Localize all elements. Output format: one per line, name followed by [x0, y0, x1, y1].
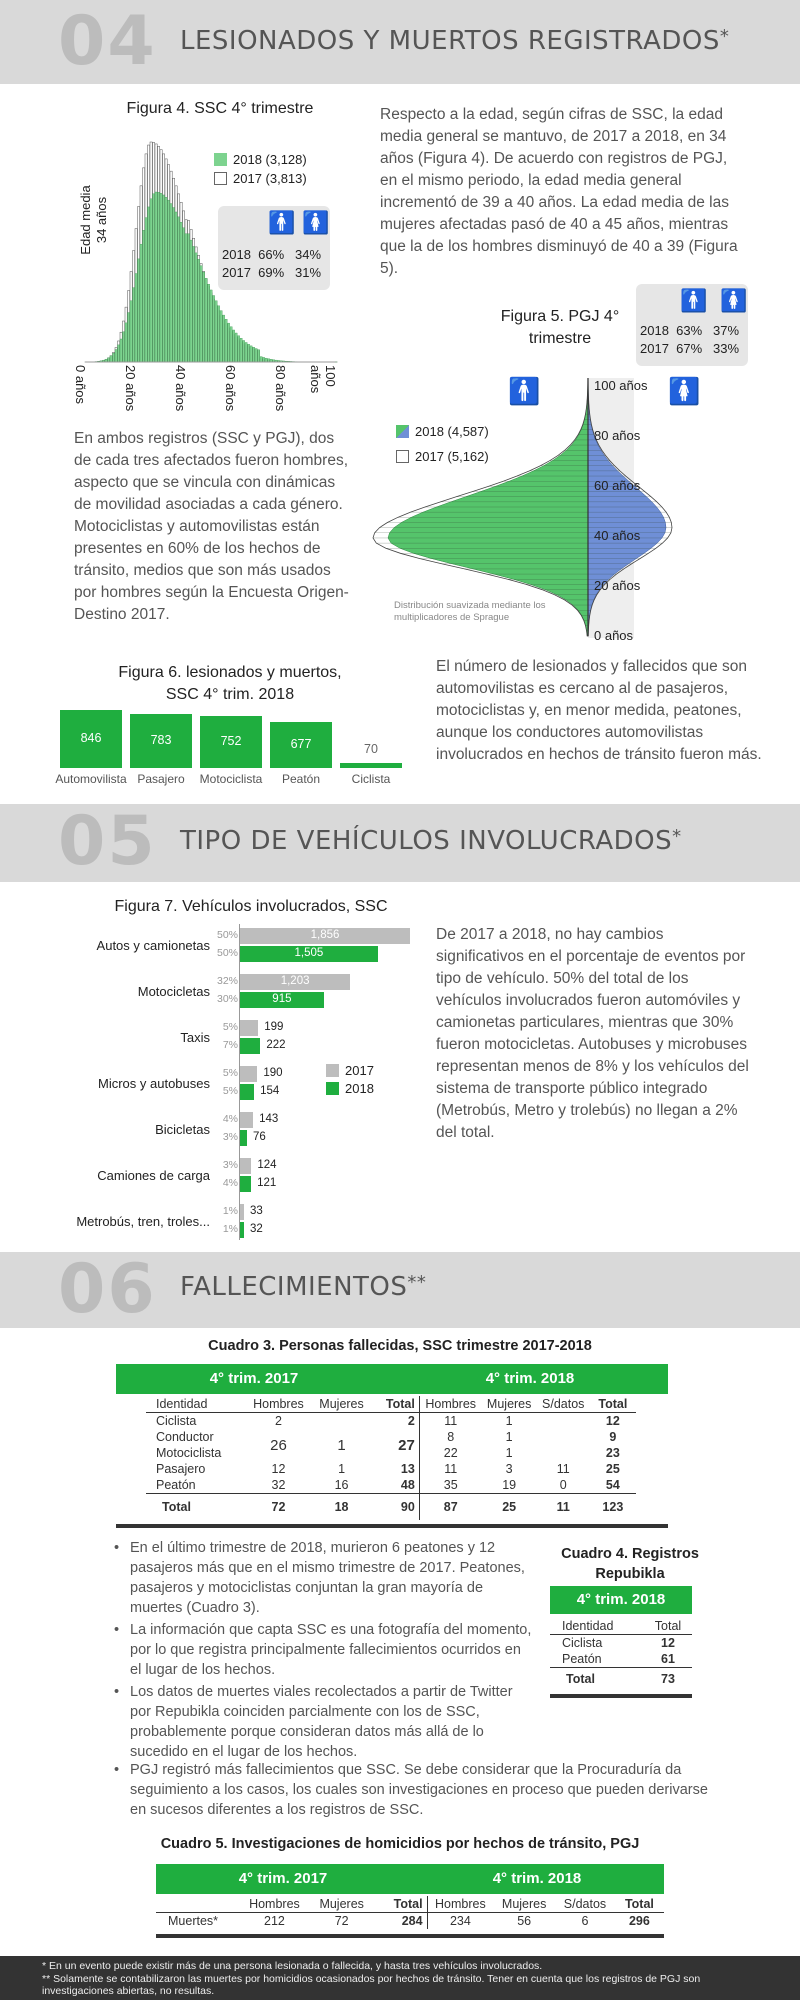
- section-number: 04: [58, 2, 157, 81]
- fig6-category-label: Automovilista: [55, 772, 127, 786]
- fig4-gender-box: 🚹 🚺 2018 66% 34% 2017 69% 31%: [218, 206, 330, 290]
- fig4-bar-2018: [185, 234, 187, 362]
- fig7-pct-label: 3%: [222, 1131, 238, 1143]
- fig7-pct-label: 50%: [216, 929, 238, 941]
- fig4-title: Figura 4. SSC 4° trimestre: [126, 100, 314, 117]
- fig4-bar-2018: [138, 259, 140, 362]
- section-title: TIPO DE VEHÍCULOS INVOLUCRADOS*: [180, 826, 682, 856]
- fig6-value-label: 846: [80, 731, 102, 745]
- fig7-pct-label: 5%: [222, 1067, 238, 1079]
- fig4-bar-2018: [193, 246, 195, 362]
- fig4-bar-2018: [115, 350, 117, 362]
- fig4-ylabel: Edad media 34 años: [78, 185, 109, 255]
- male-icon: 🚹: [508, 376, 541, 406]
- fig4-bar-2018: [218, 306, 220, 362]
- table-header-row: Identidad Total: [550, 1618, 692, 1635]
- male-icon: 🚹: [680, 288, 708, 313]
- fig4-bar-2018: [118, 345, 120, 362]
- fig7-bar: [240, 1084, 254, 1100]
- fig4-bar-2018: [200, 266, 202, 362]
- table-row: Peatón 32 16 48 35 19 0 54: [146, 1477, 636, 1494]
- fig7-axis: [239, 924, 240, 1240]
- cuadro5-header: 4° trim. 2017 4° trim. 2018: [156, 1864, 664, 1894]
- list-item: • La información que capta SSC es una fotografía del momento, por lo que registra principalmente fallecimientos ocurridos en el lugar de los hechos.: [112, 1620, 532, 1680]
- fig4-bar-2018: [145, 218, 147, 362]
- fig7-bar: [240, 1112, 253, 1128]
- fig5-yticks: 100 años 80 años 60 años 40 años 20 años 0 años: [594, 378, 648, 643]
- cuadro4-header: 4° trim. 2018: [550, 1586, 692, 1614]
- fig4-bar-2018: [165, 197, 167, 362]
- fig7-legend: 2017 2018: [326, 1062, 374, 1098]
- fallecimientos-bullets-2: [112, 1760, 712, 1822]
- fig7-pct-label: 3%: [222, 1159, 238, 1171]
- fig4-bar-2018: [243, 340, 245, 362]
- fig4-bar-2018: [260, 357, 262, 362]
- table-row: Peatón 61: [550, 1651, 692, 1668]
- cuadro5-bottom-rule: [156, 1934, 664, 1938]
- fig4-bar-2018: [180, 222, 182, 362]
- fig7-bar: [240, 1204, 244, 1220]
- fig4-bar-2018: [233, 330, 235, 362]
- fig5-title: Figura 5. PGJ 4° trimestre: [500, 308, 620, 347]
- list-item: • Los datos de muertes viales recolectados a partir de Twitter por Repubikla coinciden parcialmente con los de SSC, probablemente porque consideran datos más allá de lo sucedido en el lugar de los hechos.: [112, 1682, 532, 1762]
- fig7-pct-label: 32%: [216, 975, 238, 987]
- section-title: FALLECIMIENTOS**: [180, 1272, 427, 1302]
- fig7-value-label: 1,856: [310, 929, 340, 941]
- fig4-bar-2018: [235, 333, 237, 362]
- fig4-bar-2018: [253, 347, 255, 362]
- fig7-bar: [240, 1158, 251, 1174]
- section-05-header: [0, 804, 800, 882]
- fig5-legend: 2018 (4,587) 2017 (5,162): [396, 424, 489, 464]
- fig4-bar-2018: [148, 207, 150, 362]
- fig4-bar-2018: [213, 296, 215, 362]
- fig6-category-label: Pasajero: [137, 772, 185, 786]
- fig7-value-label: 143: [259, 1113, 279, 1125]
- fig6-category-label: Peatón: [281, 772, 321, 786]
- cuadro3-header: 4° trim. 2017 4° trim. 2018: [116, 1364, 668, 1394]
- fig7-bar: [240, 1038, 260, 1054]
- fig4-bar-2018: [155, 192, 157, 362]
- fig4-bar-2018: [153, 194, 155, 362]
- fig7-bar: [240, 1020, 258, 1036]
- fig7-category-label: Micros y autobuses: [98, 1076, 210, 1091]
- paragraph-automovilistas: El número de lesionados y fallecidos que son automovilistas es cercano al de pasajeros, motociclistas y, en menor medida, peatones, aunque los conductores automovilistas involucrados en hechos de tránsito fueron más.: [436, 658, 762, 763]
- list-item: • En el último trimestre de 2018, murieron 6 peatones y 12 pasajeros más que en el mismo trimestre de 2017. Peatones, pasajeros y motociclistas conjuntan la gran mayoría de muertes (Cuadro 3).: [112, 1538, 532, 1618]
- cuadro4-bottom-rule: [550, 1694, 692, 1698]
- fig6-category-label: Motociclista: [199, 772, 263, 786]
- fig4-bar-2018: [248, 344, 250, 362]
- fig7-bar: [240, 1130, 247, 1146]
- cuadro5-table: [156, 1896, 664, 1929]
- fig7-bar: [240, 1066, 257, 1082]
- fig4-bar-2018: [263, 357, 265, 362]
- fig7-value-label: 199: [264, 1021, 284, 1033]
- section-04-header: [0, 0, 800, 84]
- cuadro4-table: [550, 1618, 692, 1690]
- fig7-value-label: 76: [252, 1131, 266, 1143]
- female-icon: 🚺: [720, 288, 748, 313]
- fig6-bar-chart: [55, 706, 420, 792]
- cuadro5-title: Cuadro 5. Investigaciones de homicidios por hechos de tránsito, PGJ: [160, 1836, 640, 1852]
- fig7-pct-label: 7%: [222, 1039, 238, 1051]
- female-icon: 🚺: [668, 376, 701, 406]
- fig4-bar-2018: [203, 272, 205, 362]
- section-title: LESIONADOS Y MUERTOS REGISTRADOS*: [180, 26, 730, 56]
- fig7-value-label: 124: [257, 1159, 277, 1171]
- male-icon: 🚹: [268, 210, 296, 235]
- fig4-xticks: 0 años 20 años 40 años 60 años 80 años 100 años: [73, 365, 338, 412]
- fig7-pct-label: 30%: [216, 993, 238, 1005]
- table-header-row: Identidad Hombres Mujeres Total Hombres Mujeres S/datos Total: [146, 1396, 636, 1413]
- fig4-bar-2018: [265, 358, 267, 362]
- fig4-bar-2018: [215, 301, 217, 362]
- fig4-bar-2018: [188, 234, 190, 362]
- fig4-bar-2018: [123, 332, 125, 362]
- fig7-pct-label: 5%: [222, 1021, 238, 1033]
- fig6-value-label: 783: [150, 733, 172, 748]
- fig7-value-label: 222: [266, 1039, 286, 1051]
- fig4-bar-2018: [158, 192, 160, 362]
- fig6-bar: [340, 763, 402, 768]
- fig6-value-label: 70: [364, 742, 378, 756]
- fig4-bar-2018: [223, 315, 225, 362]
- fig4-bar-2018: [255, 349, 257, 362]
- fig4-bar-2018: [140, 244, 142, 362]
- fig7-value-label: 33: [250, 1205, 263, 1217]
- fig4-bar-2018: [163, 195, 165, 362]
- section-06-header: [0, 1252, 800, 1328]
- list-item: • PGJ registró más fallecimientos que SSC. Se debe considerar que la Procuraduría da seguimiento a los casos, los cuales son investigaciones en proceso que pueden derivarse en sucesos diferentes a los registros de SSC.: [112, 1760, 712, 1820]
- fig4-bar-2018: [245, 342, 247, 362]
- fig4-bar-2018: [130, 301, 132, 362]
- fig7-bar: [240, 1176, 251, 1192]
- fig4-bar-2018: [168, 200, 170, 362]
- fig4-bar-2018: [190, 240, 192, 362]
- fig7-value-label: 1,203: [280, 975, 310, 987]
- fig7-pct-label: 4%: [222, 1113, 238, 1125]
- fig7-title: Figura 7. Vehículos involucrados, SSC: [114, 898, 388, 915]
- fallecimientos-bullets: [112, 1538, 532, 1764]
- table-row: Ciclista 2 2 11 1 12: [156, 1414, 620, 1428]
- fig4-bar-2018: [240, 338, 242, 362]
- table-header-row: Hombres Mujeres Total Hombres Mujeres S/datos Total: [156, 1896, 664, 1913]
- fig4-bar-2018: [173, 208, 175, 362]
- table-row: Ciclista 12: [562, 1636, 675, 1650]
- fig4-bar-2018: [110, 356, 112, 362]
- cuadro4-title: Cuadro 4. Registros Repubikla: [561, 1546, 699, 1582]
- fig4-bar-2018: [208, 284, 210, 362]
- table-total-row: Total 73: [566, 1672, 675, 1686]
- fig4-bar-2018: [205, 278, 207, 362]
- section-number: 05: [58, 802, 157, 881]
- fig6-category-label: Ciclista: [351, 772, 391, 786]
- fig4-bar-2018: [258, 350, 260, 362]
- table-row: Muertes* 212 72 284 234 56 6 296: [168, 1914, 650, 1928]
- fig4-bar-2018: [250, 346, 252, 362]
- fig5-note: Distribución suavizada mediante los multiplicadores de Sprague: [394, 600, 546, 623]
- fig7-pct-label: 1%: [222, 1223, 238, 1235]
- fig4-bar-2018: [160, 193, 162, 362]
- fig4-bar-2018: [183, 228, 185, 362]
- cuadro3-bottom-rule: [116, 1524, 668, 1528]
- fig4-bar-2018: [238, 336, 240, 362]
- fig7-value-label: 121: [257, 1177, 277, 1189]
- fig7-category-label: Bicicletas: [155, 1122, 210, 1137]
- fig7-bar: [240, 1222, 244, 1238]
- fig4-bar-2018: [125, 323, 127, 362]
- fig7-value-label: 154: [260, 1085, 280, 1097]
- table-row: Pasajero 12 1 13 11 3 11 25: [156, 1462, 620, 1476]
- cuadro3-table: [146, 1396, 646, 1520]
- fig7-value-label: 1,505: [294, 947, 324, 959]
- fig5-gender-box: 🚹 🚺 2018 63% 37% 2017 67% 33%: [636, 284, 748, 366]
- paragraph-vehicles: De 2017 a 2018, no hay cambios significativos en el porcentaje de eventos por tipo de vehículo. 50% del total de los vehículos involucrados fueron automóviles y camionetas particulares, mientras que 30% fueron motocicletas. Autobuses y microbuses representan menos de 8% y los vehículos del sistema de transporte público integrado (Metrobús, Metro y trolebús) no llegan a 2% del total.: [436, 926, 749, 1141]
- fig4-bar-2018: [228, 323, 230, 362]
- cuadro3-title: Cuadro 3. Personas fallecidas, SSC trimestre 2017-2018: [208, 1338, 592, 1354]
- footnote: * En un evento puede existir más de una persona lesionada o fallecida, y hasta tres vehículos involucrados. ** Solamente se contabilizaron las muertes por homicidios ocasionados por hechos de tránsito. Tener en cuenta que los registros de PGJ son investigaciones abiertas, no resultas.: [0, 1956, 800, 2000]
- fig4-bar-2018: [230, 327, 232, 362]
- paragraph-age: Respecto a la edad, según cifras de SSC, la edad media general se mantuvo, de 2017 a 2018, en 34 años (Figura 4). De acuerdo con registros de PGJ, en el mismo periodo, la edad media general incrementó de 39 a 40 años. La edad media de las mujeres afectadas pasó de 40 a 45 años, mientras que la de los hombres disminuyó de 40 a 39 (Figura 5).: [380, 106, 738, 277]
- table-row: Conductor 26 1 27 8 1 9: [146, 1429, 636, 1445]
- fig4-bar-2018: [108, 358, 110, 362]
- fig7-value-label: 32: [250, 1223, 263, 1235]
- table-total-row: Total 72 18 90 87 25 11 123: [146, 1494, 636, 1521]
- fig4-bar-2018: [178, 217, 180, 362]
- fig7-pct-label: 1%: [222, 1205, 238, 1217]
- fig4-bar-2018: [195, 253, 197, 362]
- fig6-value-label: 752: [220, 734, 242, 749]
- paragraph-gender: En ambos registros (SSC y PGJ), dos de cada tres afectados fueron hombres, aspecto que se vincula con dinámicas de movilidad asociadas a cada género. Motociclistas y automovilistas están presentes en 60% de los hechos de tránsito, medios que son más usados por hombres según la Encuesta Origen-Destino 2017.: [74, 430, 349, 623]
- fig7-pct-label: 50%: [216, 947, 238, 959]
- fig4-bar-2018: [143, 230, 145, 362]
- fig7-category-label: Camiones de carga: [97, 1168, 210, 1183]
- fig4-bar-2018: [225, 319, 227, 362]
- table-row: Motociclista 22 1 23: [156, 1446, 620, 1460]
- fig4-bar-2018: [120, 339, 122, 362]
- fig4-bar-2018: [220, 311, 222, 362]
- fig7-category-label: Metrobús, tren, troles...: [76, 1214, 210, 1229]
- fig7-value-label: 190: [263, 1067, 283, 1079]
- fig6-title: Figura 6. lesionados y muertos, SSC 4° trim. 2018: [118, 664, 342, 703]
- fig4-bar-2018: [150, 199, 152, 362]
- fig4-bar-2018: [175, 212, 177, 362]
- fig7-category-label: Motocicletas: [137, 984, 210, 999]
- fig7-pct-label: 4%: [222, 1177, 238, 1189]
- fig4-legend: 2018 (3,128) 2017 (3,813): [214, 152, 307, 186]
- fig6-value-label: 677: [290, 736, 312, 751]
- fig4-bar-2018: [170, 204, 172, 362]
- fig4-bar-2018: [133, 288, 135, 362]
- fig7-value-label: 915: [272, 993, 292, 1005]
- fig4-bar-2018: [128, 313, 130, 362]
- fig4-bar-2018: [210, 290, 212, 362]
- fig7-category-label: Taxis: [180, 1030, 210, 1045]
- female-icon: 🚺: [302, 210, 330, 235]
- fig4-bar-2018: [113, 353, 115, 362]
- section-number: 06: [58, 1250, 157, 1329]
- fig4-bar-2018: [135, 274, 137, 362]
- fig7-category-label: Autos y camionetas: [96, 938, 210, 953]
- fig7-pct-label: 5%: [222, 1085, 238, 1097]
- fig4-bar-2018: [198, 259, 200, 362]
